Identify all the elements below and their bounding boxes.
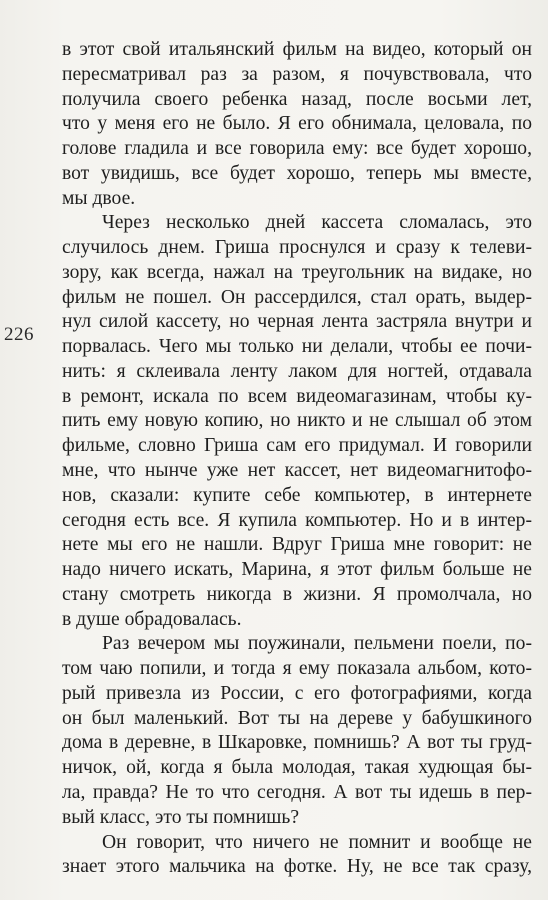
- text-line: вот увидишь, все будет хорошо, теперь мы вместе,: [62, 162, 532, 184]
- text-line: знает этого мальчика на фотке. Ну, не все так сразу,: [62, 856, 532, 878]
- text-line: сегодня есть все. Я купила компьютер. Но и в интер-: [62, 509, 532, 531]
- text-line: порвалась. Чего мы только ни делали, чтобы ее почи-: [62, 336, 532, 358]
- text-line: Через несколько дней кассета сломалась, это: [102, 212, 532, 234]
- text-line: ничок, ой, когда я была молодая, такая худющая бы-: [62, 757, 532, 779]
- text-line: фильм не пошел. Он рассердился, стал орать, выдер-: [62, 286, 532, 308]
- text-line: вый класс, это ты помнишь?: [62, 806, 300, 828]
- text-line: что у меня его не было. Я его обнимала, целовала, по: [62, 113, 532, 135]
- text-line: фильме, словно Гриша сам его придумал. И говорили: [62, 435, 532, 457]
- text-line: том чаю попили, и тогда я ему показала альбом, кото-: [62, 658, 532, 680]
- text-line: в ремонт, искала по всем видеомагазинам, чтобы ку-: [62, 385, 532, 407]
- text-line: нете мы его не нашли. Вдруг Гриша мне говорит: не: [62, 534, 532, 556]
- text-line: пересматривал раз за разом, я почувствовала, что: [62, 63, 532, 85]
- text-line: зору, как всегда, нажал на треугольник на видаке, но: [62, 261, 532, 283]
- text-line: в душе обрадовалась.: [62, 608, 242, 630]
- text-line: Он говорит, что ничего не помнит и вообще не: [102, 831, 532, 853]
- text-line: получила своего ребенка назад, после восьми лет,: [62, 88, 532, 110]
- text-line: в этот свой итальянский фильм на видео, который он: [62, 39, 532, 60]
- text-line: нул силой кассету, но черная лента застряла внутри и: [62, 311, 532, 333]
- page-number: 226: [4, 324, 34, 345]
- text-line: нить: я склеивала ленту лаком для ногтей, отдавала: [62, 360, 532, 382]
- text-line: ла, правда? Не то что сегодня. А вот ты идешь в пер-: [62, 781, 532, 803]
- text-line: он был маленький. Вот ты на дереве у бабушкиного: [62, 707, 532, 729]
- text-line: пить ему новую копию, но никто и не слышал об этом: [62, 410, 532, 432]
- text-line: голове гладила и все говорила ему: все будет хорошо,: [62, 138, 532, 160]
- text-line: мы двое.: [62, 187, 136, 209]
- text-line: рый привезла из России, с его фотографиями, когда: [62, 682, 532, 704]
- text-line: нов, сказали: купите себе компьютер, в интернете: [62, 484, 532, 506]
- text-line: надо ничего искать, Марина, я этот фильм больше не: [62, 559, 532, 581]
- body-text: [62, 38, 532, 880]
- text-line: случилось днем. Гриша проснулся и сразу к телеви-: [62, 237, 532, 259]
- text-line: стану смотреть никогда в жизни. Я промолчала, но: [62, 583, 532, 605]
- text-line: мне, что нынче уже нет кассет, нет видеомагнитофо-: [62, 460, 532, 482]
- text-line: дома в деревне, в Шкаровке, помнишь? А вот ты груд-: [62, 732, 532, 754]
- text-line: Раз вечером мы поужинали, пельмени поели, по-: [102, 633, 532, 655]
